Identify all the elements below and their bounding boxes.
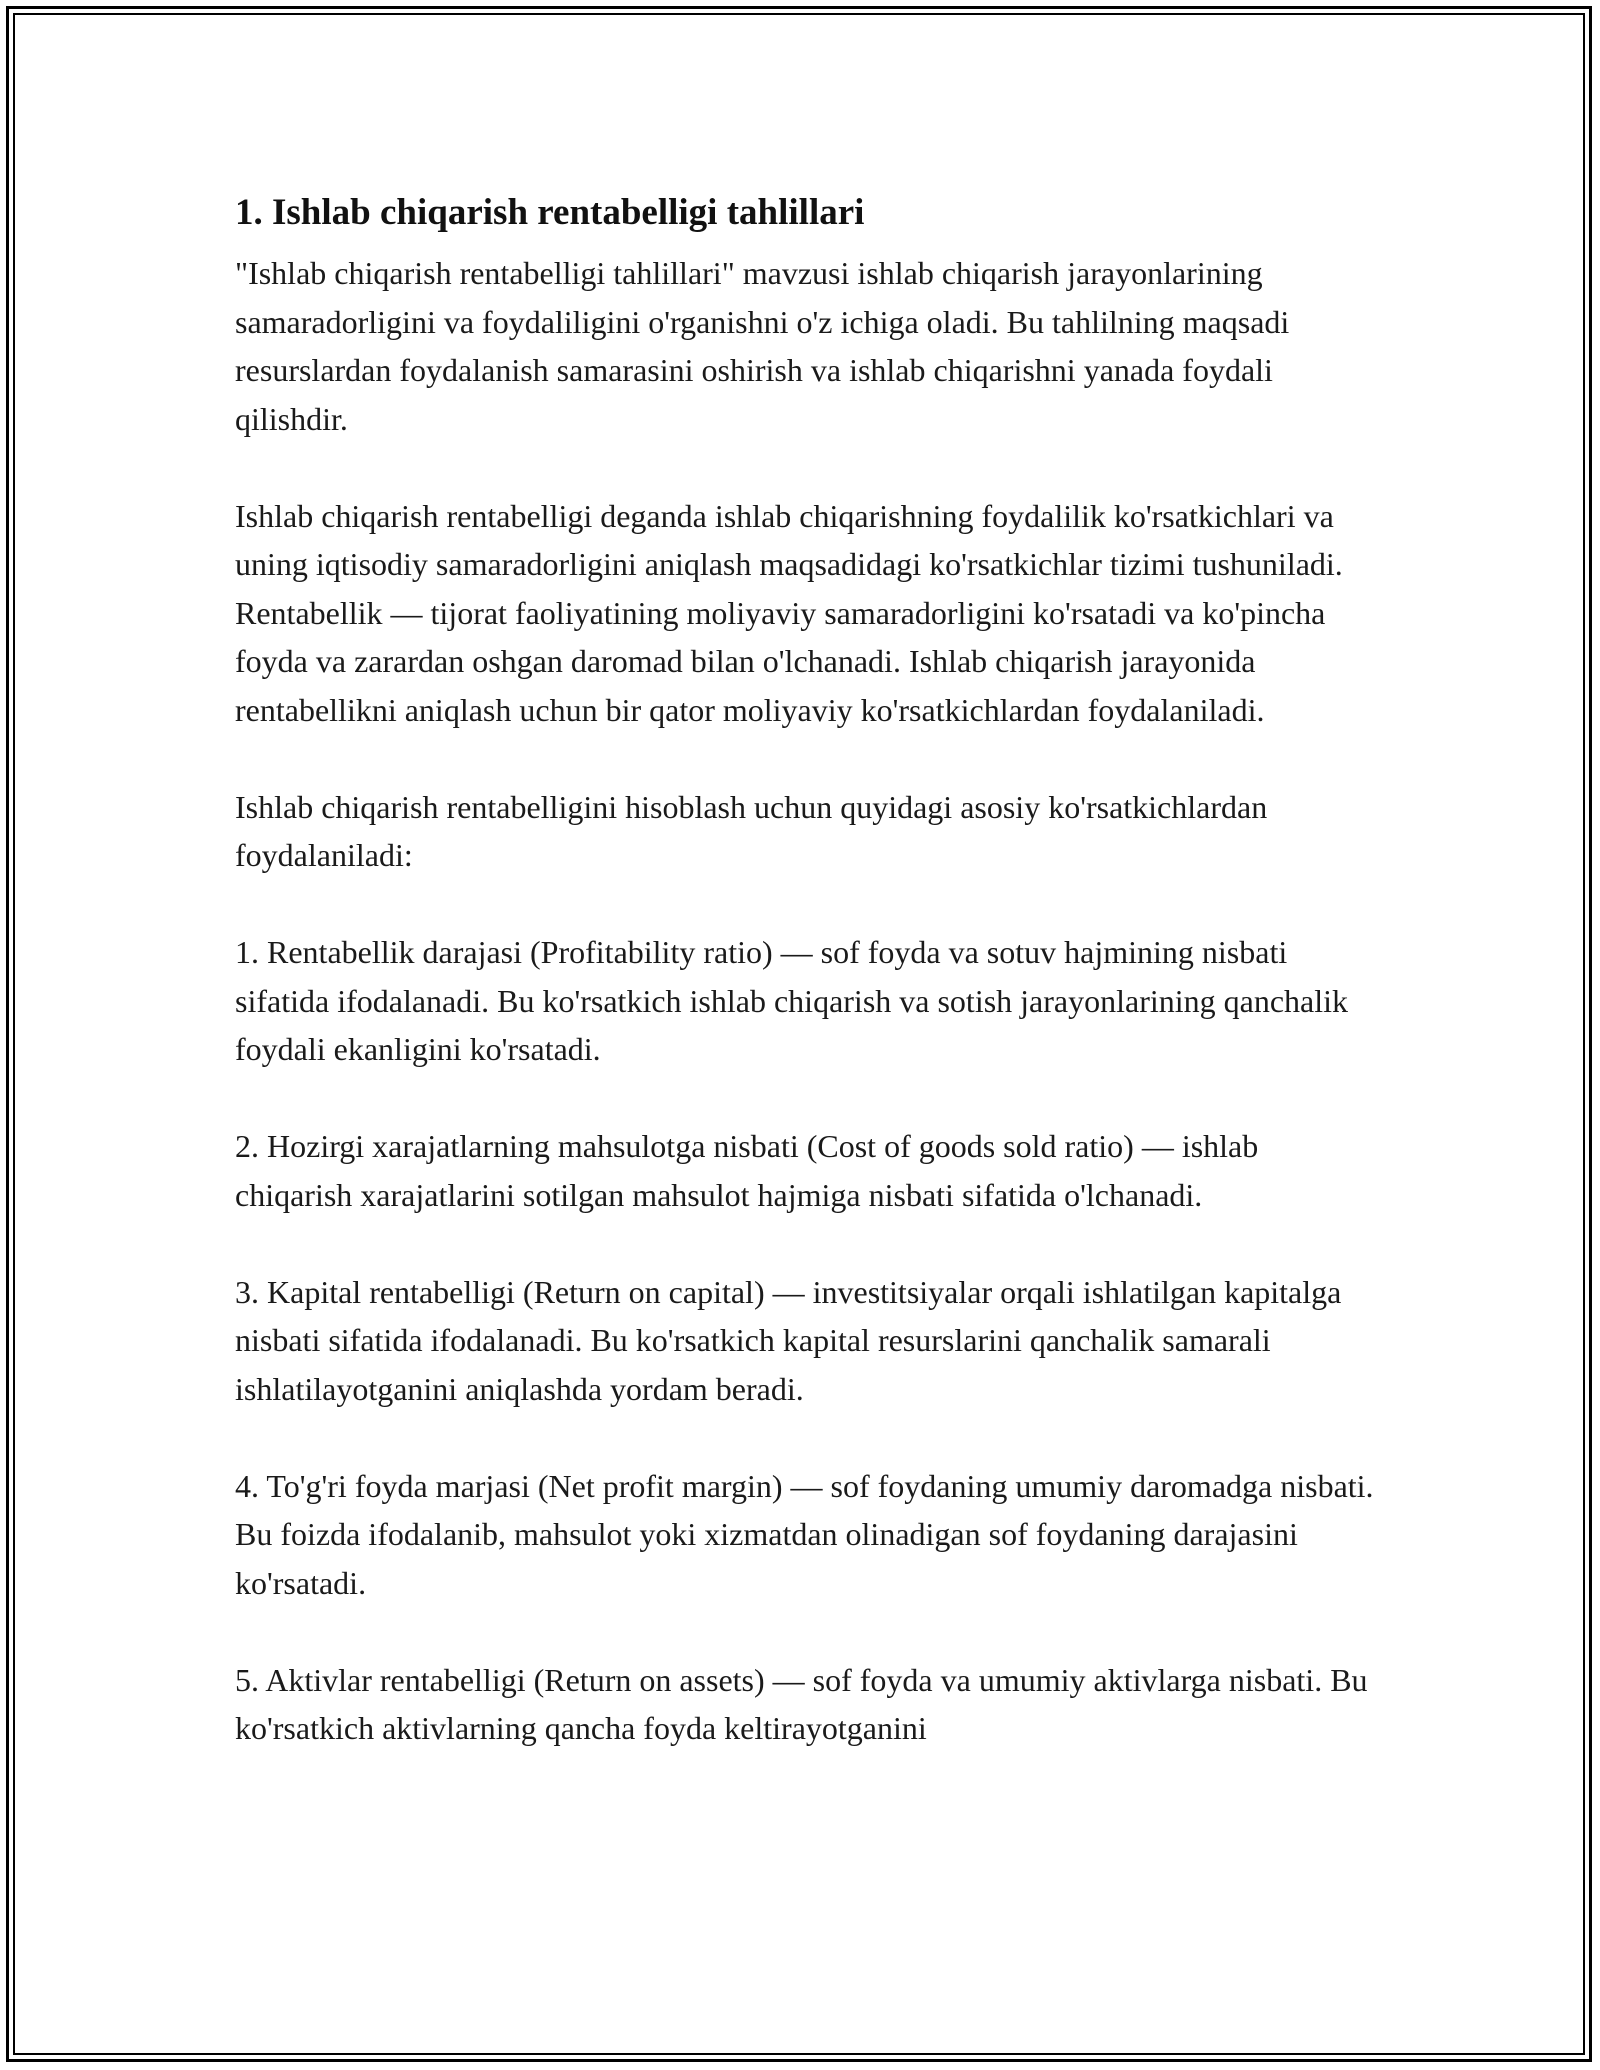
list-item-return-on-capital: 3. Kapital rentabelligi (Return on capital) — investitsiyalar orqali ishlatilgan kapitalga nisbati sifatida ifodalanadi. Bu ko'rsatkich kapital resurslarini qanchalik samarali ishlatilayotganini aniqlashda yordam beradi. <box>235 1273 1342 1407</box>
paragraph-intro: "Ishlab chiqarish rentabelligi tahlillari" mavzusi ishlab chiqarish jarayonlarining samaradorligini va foydaliligini o'rganishni o'z ichiga oladi. Bu tahlilning maqsadi resurslardan foydalanish samarasini oshirish va ishlab chiqarishni yanada foydali qilishdir. <box>235 255 1290 437</box>
list-item-cost-of-goods-ratio: 2. Hozirgi xarajatlarning mahsulotga nisbati (Cost of goods sold ratio) — ishlab chiqarish xarajatlarini sotilgan mahsulot hajmiga nisbati sifatida o'lchanadi. <box>235 1128 1259 1213</box>
list-item-return-on-assets: 5. Aktivlar rentabelligi (Return on assets) — sof foyda va umumiy aktivlarga nisbati. Bu ko'rsatkich aktivlarning qancha foyda keltirayotganini <box>235 1661 1368 1746</box>
list-item-profitability-ratio: 1. Rentabellik darajasi (Profitability ratio) — sof foyda va sotuv hajmining nisbati sifatida ifodalanadi. Bu ko'rsatkich ishlab chiqarish va sotish jarayonlarining qanchalik foydali ekanligini ko'rsatadi. <box>235 934 1349 1067</box>
document-body <box>235 185 1375 1801</box>
paragraph-definition: Ishlab chiqarish rentabelligi deganda ishlab chiqarishning foydalilik ko'rsatkichlari va uning iqtisodiy samaradorligini aniqlash maqsadidagi ko'rsatkichlar tizimi tushuniladi. Rentabellik — tijorat faoliyatining moliyaviy samaradorligini ko'rsatadi va ko'pincha foyda va zarardan oshgan daromad bilan o'lchanadi. Ishlab chiqarish jarayonida rentabellikni aniqlash uchun bir qator moliyaviy ko'rsatkichlardan foydalaniladi. <box>235 497 1343 728</box>
document-title: 1. Ishlab chiqarish rentabelligi tahlillari <box>235 192 865 233</box>
paragraph-indicators-intro: Ishlab chiqarish rentabelligini hisoblash uchun quyidagi asosiy ko'rsatkichlardan foydalaniladi: <box>235 788 1268 873</box>
list-item-net-profit-margin: 4. To'g'ri foyda marjasi (Net profit margin) — sof foydaning umumiy daromadga nisbati. Bu foizda ifodalanib, mahsulot yoki xizmatdan olinadigan sof foydaning darajasini ko'rsatadi. <box>235 1467 1374 1601</box>
